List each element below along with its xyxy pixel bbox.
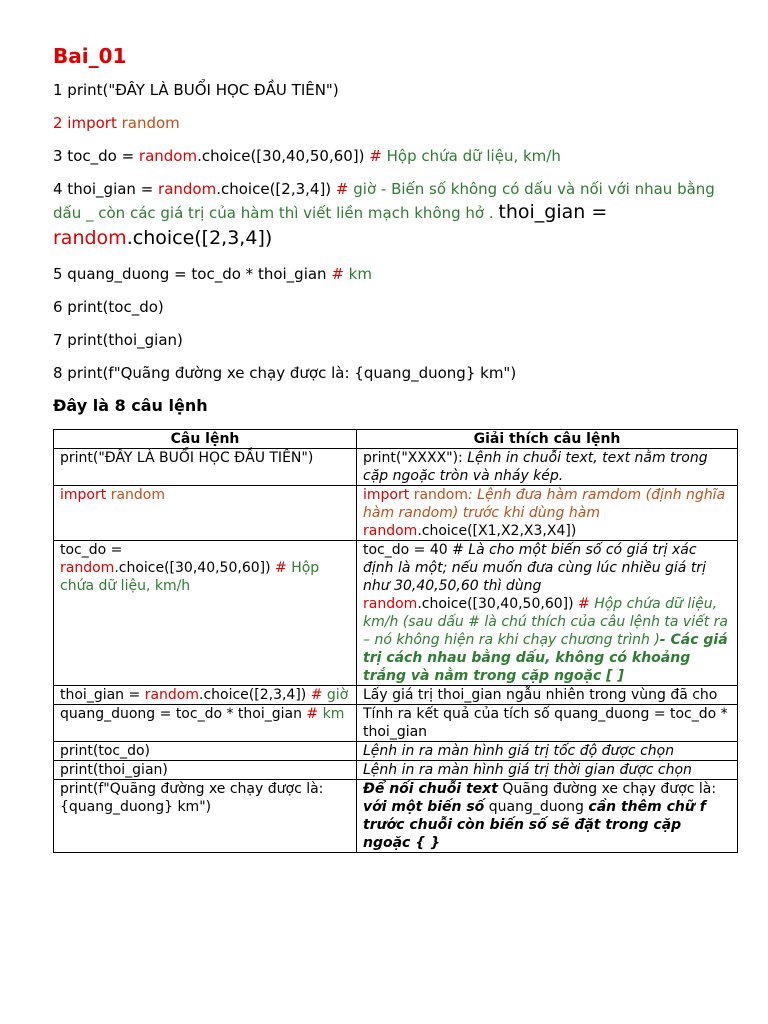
code-text: quang_duong [484, 799, 589, 815]
code-line-1 [53, 80, 743, 100]
table-row [54, 486, 738, 541]
explanation-table [53, 429, 738, 853]
cell-explanation [357, 486, 738, 541]
code-text: toc_do = [60, 542, 123, 558]
explanation-text: Quãng đường xe chạy được là: [497, 781, 717, 797]
code-line-7: 7 print(thoi_gian) [53, 331, 183, 349]
table-row [54, 780, 738, 853]
module-name: random [363, 596, 418, 612]
table-row [54, 705, 738, 742]
code-text: 3 toc_do = [53, 147, 139, 165]
cell-explanation [357, 780, 738, 853]
code-text: quang_duong = toc_do * thoi_gian [60, 706, 307, 722]
comment-text: km [322, 706, 345, 722]
code-text: 1 print("ĐÂY LÀ BUỔI HỌC ĐẦU TIÊN") [53, 81, 339, 99]
code-text: thoi_gian = [60, 687, 145, 703]
comment-text: Hộp chứa dữ liệu, km/h [386, 147, 561, 165]
comment-hash: # [306, 706, 323, 722]
cell-command: print("ĐÂY LÀ BUỔI HỌC ĐẦU TIÊN") [54, 449, 357, 486]
cell-explanation: Lệnh in ra màn hình giá trị thời gian được chọn [357, 761, 738, 780]
cell-explanation: Tính ra kết quả của tích số quang_duong = toc_do * thoi_gian [357, 705, 738, 742]
code-line-4 [53, 179, 743, 251]
code-text: .choice([30,40,50,60]) [417, 596, 579, 612]
code-line-5 [53, 264, 743, 284]
emphasis-text: với một biến số [363, 799, 485, 815]
table-row [54, 686, 738, 705]
comment-hash: # [335, 180, 354, 198]
code-line-3 [53, 146, 743, 166]
table-row [54, 761, 738, 780]
comment-text: Hộp chứa dữ liệu, km/h [60, 560, 320, 594]
code-text: print("XXXX"): [363, 450, 468, 466]
code-text: 4 thoi_gian = [53, 180, 159, 198]
cell-command: print(f"Quãng đường xe chạy được là: {quang_duong} km") [54, 780, 357, 853]
comment-hash: # [331, 265, 349, 283]
code-text: .choice([2,3,4]) [199, 687, 311, 703]
code-text: toc_do = 40 # [363, 542, 469, 558]
comment-hash: # [578, 596, 595, 612]
emphasis-text: Để nối chuỗi text [363, 781, 498, 797]
code-text: 5 quang_duong = toc_do * thoi_gian [53, 265, 332, 283]
emphasis-text: cần thêm chữ f trước chuỗi còn biến số sẽ đặt trong cặp ngoặc { } [363, 799, 706, 851]
cell-command: print(thoi_gian) [54, 761, 357, 780]
module-name: random [144, 687, 199, 703]
module-name: random [138, 147, 198, 165]
cell-command [54, 541, 357, 686]
module-name: random [60, 560, 115, 576]
cell-command [54, 686, 357, 705]
module-name: random [121, 114, 180, 132]
code-text: .choice([30,40,50,60]) [197, 147, 370, 165]
code-text: .choice([2,3,4]) [216, 180, 336, 198]
code-line-8: 8 print(f"Quãng đường xe chạy được là: {quang_duong} km") [53, 364, 517, 382]
explanation-text: Lệnh in chuỗi text, text nằm trong cặp ngoặc tròn và nháy kép. [363, 450, 708, 484]
explanation-text: Là cho một biến số có giá trị xác định là một; nếu muốn đưa cùng lúc nhiều giá trị như 30,40,50,60 thì dùng [363, 542, 706, 594]
cell-explanation [357, 449, 738, 486]
code-text: .choice([30,40,50,60]) [114, 560, 276, 576]
keyword: import [363, 487, 414, 503]
cell-explanation: Lệnh in ra màn hình giá trị tốc độ được chọn [357, 742, 738, 761]
cell-command [54, 705, 357, 742]
section-heading: Đây là 8 câu lệnh [53, 396, 208, 415]
table-row [54, 541, 738, 686]
header-explanation: Giải thích câu lệnh [357, 430, 738, 449]
cell-explanation [357, 541, 738, 686]
table-header-row [54, 430, 738, 449]
cell-command [54, 486, 357, 541]
comment-text: giờ [326, 687, 349, 703]
header-command: Câu lệnh [54, 430, 357, 449]
table-row [54, 449, 738, 486]
comment-text: Hộp chứa dữ liệu, km/h (sau dấu # là chú thích của câu lệnh ta viết ra – nó không hiện ra khi chạy chương trình ) [363, 596, 728, 648]
table-row [54, 742, 738, 761]
code-line-2 [53, 113, 743, 133]
document-page [53, 40, 743, 853]
code-text: 2 import [53, 114, 122, 132]
module-name-large: random [53, 227, 127, 249]
document-title: Bai_01 [53, 44, 127, 68]
comment-hash: # [369, 147, 387, 165]
emphasis-text: - Các giá trị cách nhau bằng dấu, không có khoảng trắng và nằm trong cặp ngoặc [ ] [363, 632, 728, 684]
module-name: random [363, 523, 418, 539]
module-name: random [413, 487, 468, 503]
code-text-large: thoi_gian = [498, 201, 608, 223]
code-text: .choice([X1,X2,X3,X4]) [417, 523, 577, 539]
cell-explanation: Lấy giá trị thoi_gian ngẫu nhiên trong vùng đã cho [357, 686, 738, 705]
cell-command: print(toc_do) [54, 742, 357, 761]
code-text-large: .choice([2,3,4]) [126, 227, 273, 249]
keyword: import [60, 487, 111, 503]
comment-text: km [348, 265, 372, 283]
comment-hash: # [275, 560, 292, 576]
explanation-text: : Lệnh đưa hàm ramdom (định nghĩa hàm random) trước khi dùng hàm [363, 487, 726, 521]
module-name: random [110, 487, 165, 503]
comment-text: giờ - Biến số không có dấu và nối với nhau bằng dấu _ còn các giá trị của hàm thì viết liền mạch không hở . [53, 180, 715, 222]
code-line-6: 6 print(toc_do) [53, 298, 164, 316]
module-name: random [158, 180, 217, 198]
comment-hash: # [310, 687, 327, 703]
